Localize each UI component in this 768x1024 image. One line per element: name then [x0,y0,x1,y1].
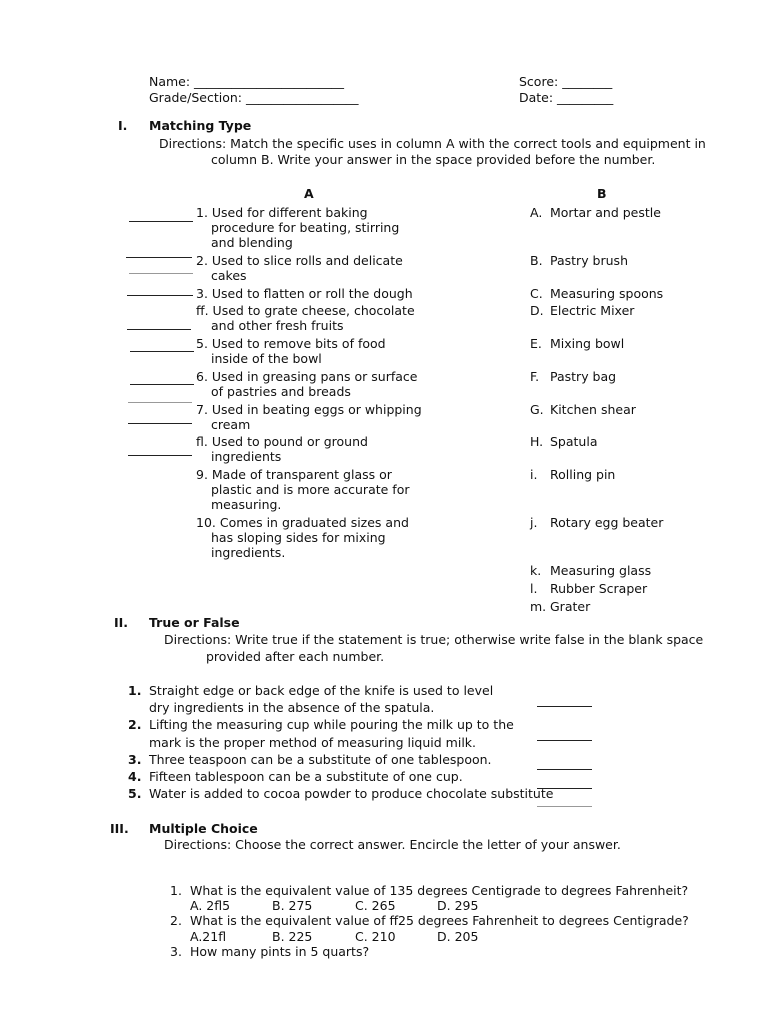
part2-directions-line1: Directions: Write true if the statement is true; otherwise write false in the blank space [164,632,704,647]
tf-item-4-line1: Fifteen tablespoon can be a substitute of one cup. [149,769,463,784]
column-b-header: B [597,186,607,201]
column-b-item-i: Rolling pin [550,467,616,482]
answer-blank-6[interactable] [130,384,194,385]
column-a-item-10-line1: 10. Comes in graduated sizes and [196,515,409,530]
column-a-item-6-line1: 6. Used in greasing pans or surface [196,369,418,384]
tf-answer-blank-4[interactable] [537,788,592,789]
tf-item-5-number: 5. [128,786,142,801]
score-field-label: Score: ________ [519,74,613,89]
answer-blank-2b[interactable] [129,273,193,274]
tf-item-2-number: 2. [128,717,142,732]
answer-blank-8[interactable] [128,455,192,456]
tf-item-1-line2: dry ingredients in the absence of the spatula. [149,700,435,715]
column-b-letter-c: C. [530,286,543,301]
column-a-header: A [304,186,314,201]
column-a-item-8-line2: ingredients [211,449,282,464]
column-a-item-2-line2: cakes [211,268,247,283]
column-b-item-k: Measuring glass [550,563,652,578]
answer-blank-1[interactable] [129,221,193,222]
tf-item-5-line1: Water is added to cocoa powder to produce chocolate substitute [149,786,554,801]
part3-directions: Directions: Choose the correct answer. Encircle the letter of your answer. [164,837,621,852]
column-b-letter-h: H. [530,434,544,449]
mc-question-2-choice-d[interactable]: D. 205 [437,929,479,944]
column-b-letter-g: G. [530,402,544,417]
column-b-letter-m: m. [530,599,547,614]
column-a-item-5-line1: 5. Used to remove bits of food [196,336,386,351]
part2-numeral: II. [114,615,129,630]
answer-blank-7a[interactable] [128,402,192,403]
column-b-item-c: Measuring spoons [550,286,664,301]
mc-question-1-choice-b[interactable]: B. 275 [272,898,313,913]
column-b-item-l: Rubber Scraper [550,581,648,596]
column-b-letter-j: j. [530,515,538,530]
part1-directions-line2: column B. Write your answer in the space provided before the number. [211,152,656,167]
answer-blank-5[interactable] [130,351,194,352]
column-b-letter-d: D. [530,303,544,318]
column-b-letter-b: B. [530,253,543,268]
mc-question-1-choice-c[interactable]: C. 265 [355,898,396,913]
column-a-item-4-line2: and other fresh fruits [211,318,344,333]
tf-item-1-number: 1. [128,683,142,698]
tf-item-4-number: 4. [128,769,142,784]
column-a-item-4-line1: ff. Used to grate cheese, chocolate [196,303,415,318]
mc-question-2-choice-a[interactable]: A.21fl [190,929,227,944]
part1-directions-line1: Directions: Match the specific uses in column A with the correct tools and equipment in [159,136,706,151]
mc-question-2-text: What is the equivalent value of ff25 degrees Fahrenheit to degrees Centigrade? [190,913,689,928]
column-b-item-f: Pastry bag [550,369,617,384]
mc-question-1-choice-a[interactable]: A. 2fl5 [190,898,231,913]
column-a-item-10-line2: has sloping sides for mixing [211,530,386,545]
mc-question-3-text: How many pints in 5 quarts? [190,944,370,959]
column-a-item-7-line1: 7. Used in beating eggs or whipping [196,402,422,417]
name-field-label: Name: ________________________ [149,74,345,89]
column-b-item-h: Spatula [550,434,598,449]
part2-directions-line2: provided after each number. [206,649,385,664]
column-b-letter-f: F. [530,369,540,384]
column-a-item-3-line1: 3. Used to flatten or roll the dough [196,286,413,301]
tf-answer-blank-5[interactable] [537,806,592,807]
part1-numeral: I. [118,118,128,133]
column-b-item-d: Electric Mixer [550,303,635,318]
tf-item-2-line1: Lifting the measuring cup while pouring the milk up to the [149,717,514,732]
column-a-item-10-line3: ingredients. [211,545,286,560]
tf-item-2-line2: mark is the proper method of measuring liquid milk. [149,735,477,750]
column-b-letter-k: k. [530,563,542,578]
column-b-item-g: Kitchen shear [550,402,636,417]
column-b-letter-e: E. [530,336,542,351]
tf-item-1-line1: Straight edge or back edge of the knife is used to level [149,683,494,698]
tf-answer-blank-1[interactable] [537,706,592,707]
tf-answer-blank-3[interactable] [537,769,592,770]
answer-blank-3[interactable] [127,295,193,296]
column-b-letter-i: i. [530,467,538,482]
mc-question-2-choice-c[interactable]: C. 210 [355,929,396,944]
column-a-item-9-line3: measuring. [211,497,282,512]
column-a-item-1-line2: procedure for beating, stirring [211,220,400,235]
column-a-item-2-line1: 2. Used to slice rolls and delicate [196,253,403,268]
mc-question-1-choice-d[interactable]: D. 295 [437,898,479,913]
tf-answer-blank-2[interactable] [537,740,592,741]
mc-question-1-text: What is the equivalent value of 135 degrees Centigrade to degrees Fahrenheit? [190,883,689,898]
column-b-letter-l: l. [530,581,538,596]
mc-question-3-number: 3. [170,944,182,959]
column-b-item-a: Mortar and pestle [550,205,661,220]
column-b-item-j: Rotary egg beater [550,515,664,530]
part1-title: Matching Type [149,118,252,133]
part3-title: Multiple Choice [149,821,258,836]
mc-question-2-choice-b[interactable]: B. 225 [272,929,313,944]
answer-blank-4[interactable] [127,329,191,330]
column-a-item-9-line2: plastic and is more accurate for [211,482,410,497]
column-b-item-m: Grater [550,599,591,614]
date-field-label: Date: _________ [519,90,614,105]
column-b-item-b: Pastry brush [550,253,628,268]
column-a-item-8-line1: fl. Used to pound or ground [196,434,368,449]
column-a-item-1-line1: 1. Used for different baking [196,205,368,220]
column-a-item-1-line3: and blending [211,235,293,250]
answer-blank-2[interactable] [126,257,192,258]
column-b-item-e: Mixing bowl [550,336,625,351]
part3-numeral: III. [110,821,129,836]
column-a-item-7-line2: cream [211,417,251,432]
column-a-item-5-line2: inside of the bowl [211,351,322,366]
column-a-item-6-line2: of pastries and breads [211,384,351,399]
tf-item-3-number: 3. [128,752,142,767]
grade-section-field-label: Grade/Section: __________________ [149,90,359,105]
mc-question-1-number: 1. [170,883,182,898]
tf-item-3-line1: Three teaspoon can be a substitute of one tablespoon. [149,752,492,767]
column-b-letter-a: A. [530,205,543,220]
answer-blank-7[interactable] [128,423,192,424]
part2-title: True or False [149,615,240,630]
column-a-item-9-line1: 9. Made of transparent glass or [196,467,392,482]
mc-question-2-number: 2. [170,913,182,928]
